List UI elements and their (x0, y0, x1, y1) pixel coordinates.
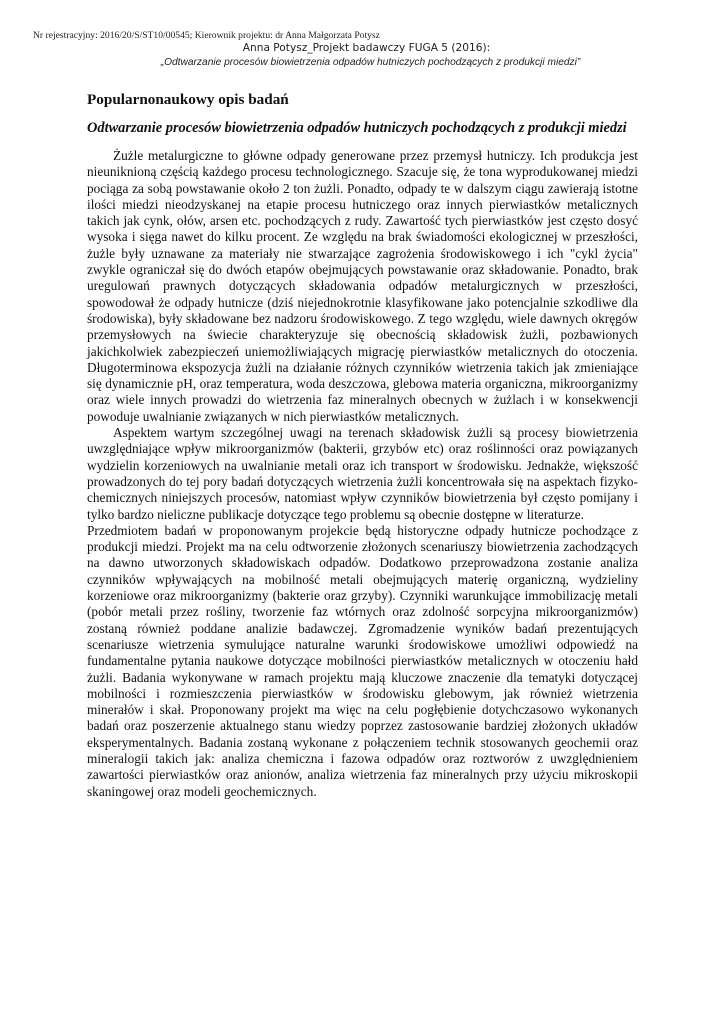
document-subtitle: Odtwarzanie procesów biowietrzenia odpadów hutniczych pochodzących z produkcji miedzi (87, 120, 627, 136)
paragraph-2: Aspektem wartym szczególnej uwagi na terenach składowisk żużli są procesy biowietrzenia uwzględniające wpływ mikroorganizmów (bakterii, grzybów etc) oraz roślinności oraz powiązanych wydzielin korzeniowych na uwalnianie metali oraz ich transport w środowisku. Jednakże, większość prowadzonych do tej pory badań dotyczących wietrzenia żużli koncentrowała się na aspektach fizyko-chemicznych niniejszych procesów, natomiast wpływ czynników biowietrzenia był często pomijany i tylko bardzo nieliczne publikacje dotyczące tego problemu są obecnie dostępne w literaturze. (87, 425, 638, 522)
project-header: Anna Potysz_Projekt badawczy FUGA 5 (2016): (242, 42, 491, 54)
document-body (87, 148, 638, 800)
project-title-header: „Odtwarzanie procesów biowietrzenia odpadów hutniczych pochodzących z produkcji miedzi” (160, 57, 581, 68)
paragraph-1: Żużle metalurgiczne to główne odpady generowane przez przemysł hutniczy. Ich produkcja jest nieuniknioną częścią każdego procesu technologicznego. Szacuje się, że tona wyprodukowanej miedzi pociąga za sobą powstawanie około 2 ton żużli. Ponadto, odpady te w dalszym ciągu zawierają istotne ilości miedzi nieodzyskanej na etapie procesu hutniczego oraz innych pierwiastków metalicznych takich jak cynk, ołów, arsen etc. pochodzących z rudy. Zawartość tych pierwiastków jest często dosyć wysoka i sięga nawet do kilku procent. Ze względu na brak świadomości ekologicznej w przeszłości, żużle były uznawane za materiały nie stwarzające zagrożenia środowiskowego i ich "cykl życia" zwykle ograniczał się do dwóch etapów obejmujących powstawanie oraz składowanie. Ponadto, brak uregulowań prawnych dotyczących składowania odpadów metalurgicznych w przeszłości, spowodował że odpady hutnicze (dziś niejednokrotnie klasyfikowane jako potencjalnie szkodliwe dla środowiska), były składowane bez nadzoru środowiskowego. Z tego względu, wiele dawnych okręgów przemysłowych na świecie charakteryzuje się obecnością składowisk żużli, pozbawionych jakichkolwiek zabezpieczeń uniemożliwiających migrację pierwiastków metalicznych do otoczenia. Długoterminowa ekspozycja żużli na działanie różnych czynników wietrzenia takich jak zmieniające się dynamicznie pH, oraz temperatura, woda deszczowa, glebowa materia organiczna, mikroorganizmy oraz wiele innych prowadzi do wietrzenia faz mineralnych obecnych w żużlach i w konsekwencji powoduje uwalnianie związanych w nich pierwiastków metalicznych. (87, 148, 638, 424)
paragraph-3: Przedmiotem badań w proponowanym projekcie będą historyczne odpady hutnicze pochodzące z produkcji miedzi. Projekt ma na celu odtworzenie złożonych scenariuszy biowietrzenia zachodzących na dawno utworzonych składowiskach odpadów. Dodatkowo przeprowadzona zostanie analiza czynników wpływających na mobilność metali obejmujących materię organiczną, wydzieliny korzeniowe oraz mikroorganizmy (bakterie oraz grzyby). Czynniki warunkujące immobilizację metali (pobór metali przez rośliny, tworzenie faz wtórnych oraz zdolność sorpcyjna mikroorganizmów) zostaną również poddane analizie badawczej. Zgromadzenie wyników badań prezentujących scenariusze wietrzenia symulujące naturalne warunki środowiskowe umożliwi odpowiedź na fundamentalne pytania naukowe dotyczące mobilności pierwiastków metalicznych w otoczeniu hałd żużli. Badania wykonywane w ramach projektu mają kluczowe znaczenie dla tematyki dotyczącej mobilności i rozmieszczenia pierwiastków w środowisku glebowym, jak również wietrzenia minerałów i skał. Proponowany projekt ma więc na celu pogłębienie dotychczasowo wykonanych badań oraz poszerzenie aktualnego stanu wiedzy poprzez zastosowanie bardziej złożonych układów eksperymentalnych. Badania zostaną wykonane z połączeniem technik stosowanych geochemii oraz mineralogii takich jak: analiza chemiczna i fazowa odpadów oraz roztworów z uwzględnieniem zawartości pierwiastków oraz anionów, analiza wietrzenia faz mineralnych przy użyciu mikroskopii skaningowej oraz modeli geochemicznych. (87, 522, 638, 799)
document-title: Popularnonaukowy opis badań (87, 91, 289, 108)
registration-header: Nr rejestracyjny: 2016/20/S/ST10/00545; Kierownik projektu: dr Anna Małgorzata Potysz (33, 30, 380, 41)
